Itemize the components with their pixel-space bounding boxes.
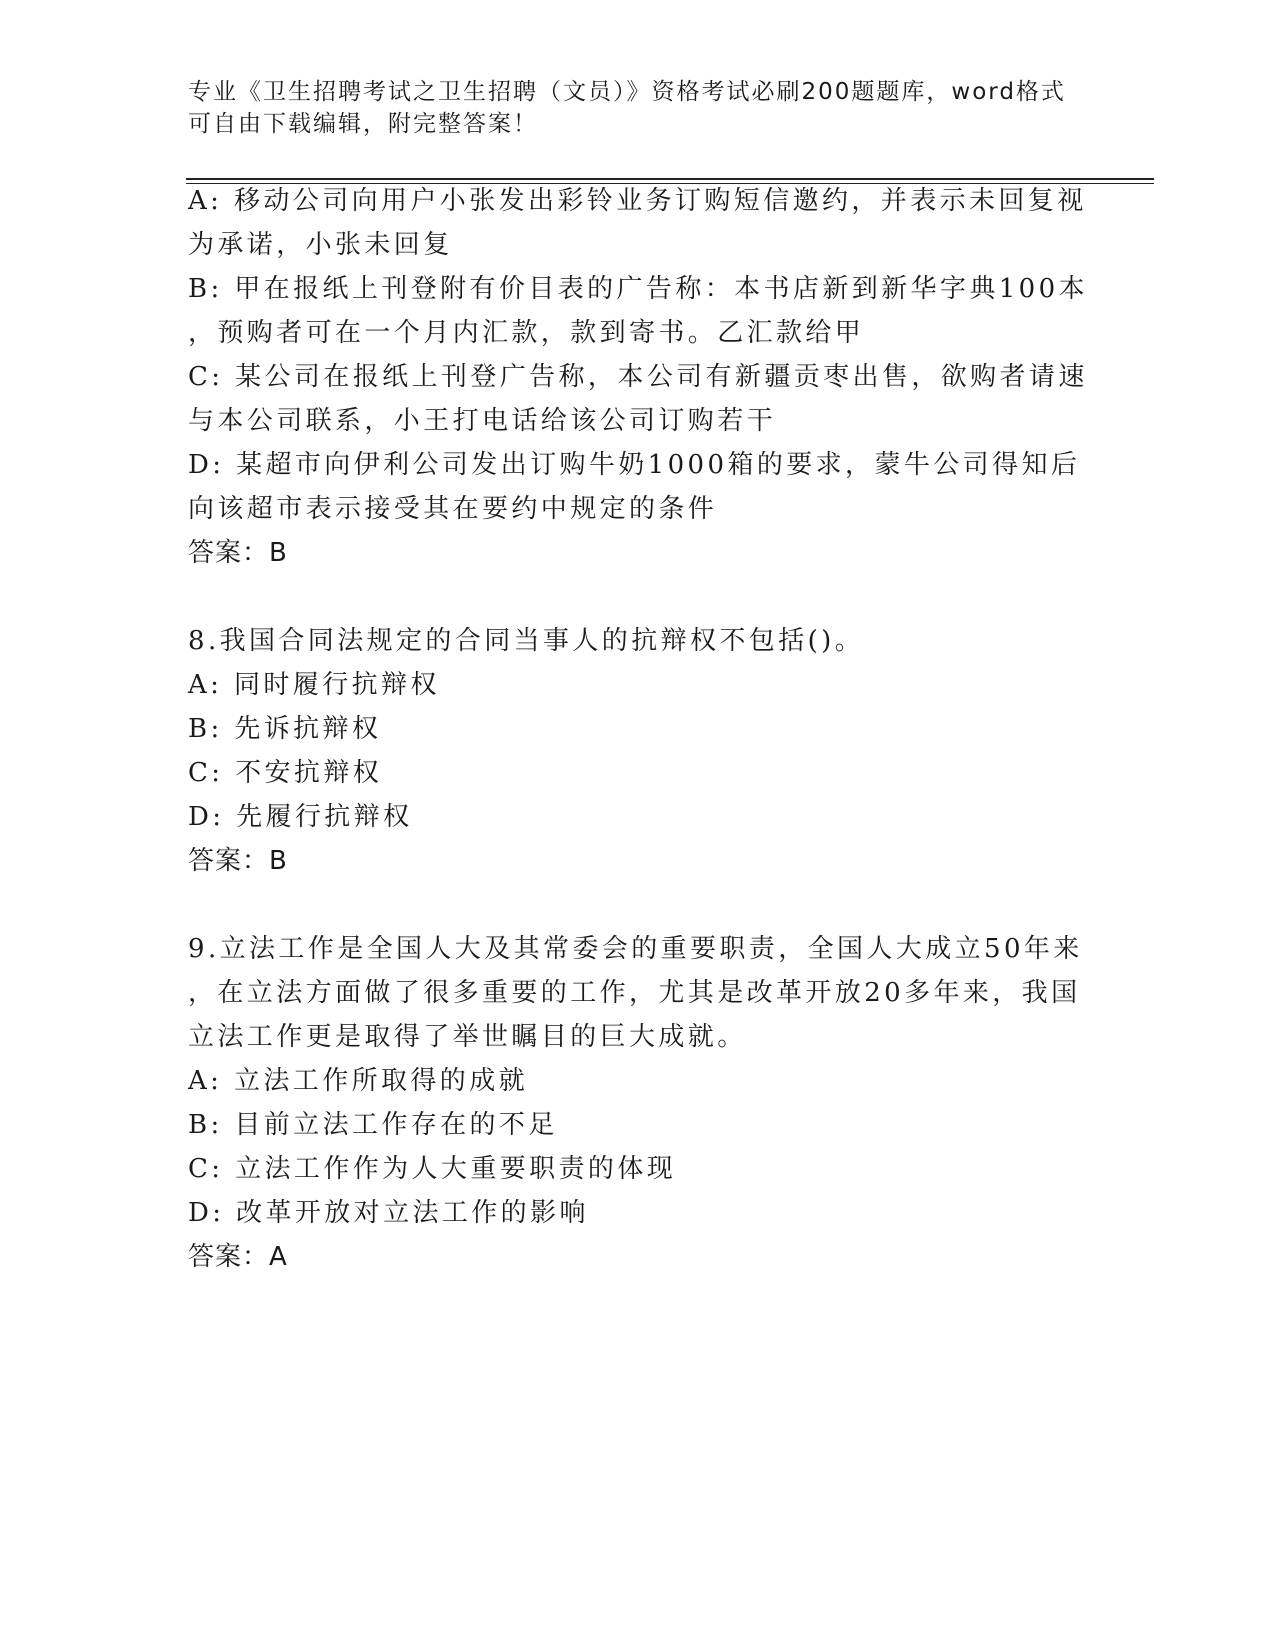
q7-option-c-line-2: 与本公司联系，小王打电话给该公司订购若干 bbox=[188, 406, 777, 436]
header-line-2: 可自由下载编辑，附完整答案！ bbox=[188, 111, 538, 137]
q7-option-d-line-2: 向该超市表示接受其在要约中规定的条件 bbox=[188, 494, 718, 524]
document-header bbox=[188, 76, 1068, 140]
q9-option-c: C: 立法工作作为人大重要职责的体现 bbox=[188, 1154, 677, 1184]
q8-answer: 答案：B bbox=[188, 846, 288, 876]
q9-question-line-2: ，在立法方面做了很多重要的工作，尤其是改革开放20多年来，我国 bbox=[188, 978, 1081, 1008]
q9-option-d: D: 改革开放对立法工作的影响 bbox=[188, 1198, 589, 1228]
header-divider-thin bbox=[186, 183, 1154, 184]
q9-option-b: B: 目前立法工作存在的不足 bbox=[188, 1110, 558, 1140]
q9-question-line-1: 9.立法工作是全国人大及其常委会的重要职责，全国人大成立50年来 bbox=[188, 934, 1083, 964]
q8-option-c: C: 不安抗辩权 bbox=[188, 758, 383, 788]
q8-option-b: B: 先诉抗辩权 bbox=[188, 714, 382, 744]
q9-option-a: A: 立法工作所取得的成就 bbox=[188, 1066, 529, 1096]
q7-option-b-line-1: B: 甲在报纸上刊登附有价目表的广告称：本书店新到新华字典100本 bbox=[188, 274, 1088, 304]
q7-option-a-line-1: A: 移动公司向用户小张发出彩铃业务订购短信邀约，并表示未回复视 bbox=[188, 186, 1087, 216]
q8-question: 8.我国合同法规定的合同当事人的抗辩权不包括()。 bbox=[188, 626, 865, 656]
q7-option-a-line-2: 为承诺，小张未回复 bbox=[188, 230, 453, 260]
q9-answer: 答案：A bbox=[188, 1242, 288, 1272]
q7-option-c-line-1: C: 某公司在报纸上刊登广告称，本公司有新疆贡枣出售，欲购者请速 bbox=[188, 362, 1088, 392]
q8-option-d: D: 先履行抗辩权 bbox=[188, 802, 413, 832]
header-line-1: 专业《卫生招聘考试之卫生招聘（文员）》资格考试必刷200题题库，word格式 bbox=[188, 79, 1066, 105]
q7-option-b-line-2: ，预购者可在一个月内汇款，款到寄书。乙汇款给甲 bbox=[188, 318, 865, 348]
q8-option-a: A: 同时履行抗辩权 bbox=[188, 670, 440, 700]
q7-answer: 答案：B bbox=[188, 538, 288, 568]
header-divider bbox=[186, 178, 1154, 180]
q9-question-line-3: 立法工作更是取得了举世瞩目的巨大成就。 bbox=[188, 1022, 747, 1052]
q7-option-d-line-1: D: 某超市向伊利公司发出订购牛奶1000箱的要求，蒙牛公司得知后 bbox=[188, 450, 1081, 480]
